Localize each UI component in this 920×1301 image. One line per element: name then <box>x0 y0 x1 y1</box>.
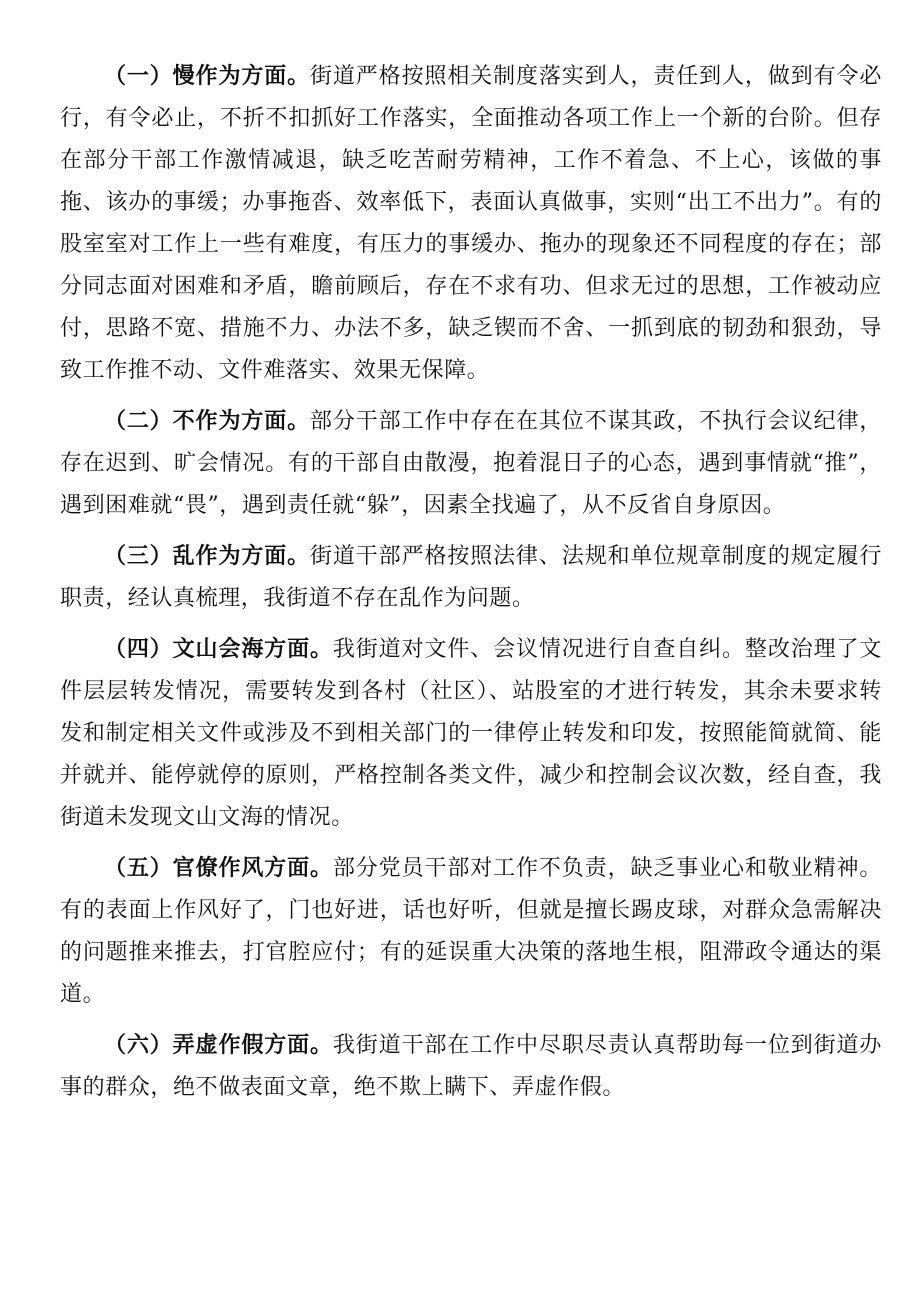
section-body-1: 街道严格按照相关制度落实到人，责任到人，做到有令必行，有令必止，不折不扣抓好工作落实，全面推动各项工作上一个新的台阶。但存在部分干部工作激情减退，缺乏吃苦耐劳精神，工作不着急、不上心，该做的事拖、该办的事缓；办事拖沓、效率低下，表面认真做事，实则“出工不出力”。有的股室室对工作上一些有难度，有压力的事缓办、拖办的现象还不同程度的存在；部分同志面对困难和矛盾，瞻前顾后，存在不求有功、但求无过的思想，工作被动应付，思路不宽、措施不力、办法不多，缺乏锲而不舍、一抓到底的韧劲和狠劲，导致工作推不动、文件难落实、效果无保障。 <box>60 64 882 383</box>
document-body <box>60 56 882 1109</box>
section-heading-4: （四）文山会海方面。 <box>104 637 333 662</box>
section-body-4: 我街道对文件、会议情况进行自查自纠。整改治理了文件层层转发情况，需要转发到各村（社区）、站股室的才进行转发，其余未要求转发和制定相关文件或涉及不到相关部门的一律停止转发和印发，按照能简就简、能并就并、能停就停的原则，严格控制各类文件，减少和控制会议次数，经自查，我街道未发现文山文海的情况。 <box>60 637 882 830</box>
section-paragraph-4 <box>60 629 882 839</box>
section-paragraph-2 <box>60 401 882 527</box>
section-heading-5: （五）官僚作风方面。 <box>104 856 333 881</box>
section-body-2: 部分干部工作中存在在其位不谋其政，不执行会议纪律，存在迟到、旷会情况。有的干部自由散漫，抱着混日子的心态，遇到事情就“推”，遇到困难就“畏”，遇到责任就“躲”，因素全找遍了，从不反省自身原因。 <box>60 409 882 518</box>
section-paragraph-1 <box>60 56 882 392</box>
section-heading-1: （一）慢作为方面。 <box>104 64 311 89</box>
section-paragraph-5 <box>60 848 882 1016</box>
section-heading-2: （二）不作为方面。 <box>104 409 311 434</box>
section-paragraph-6 <box>60 1025 882 1109</box>
section-heading-6: （六）弄虚作假方面。 <box>104 1033 333 1058</box>
section-body-6: 我街道干部在工作中尽职尽责认真帮助每一位到街道办事的群众，绝不做表面文章，绝不欺上瞒下、弄虚作假。 <box>60 1033 882 1100</box>
section-body-5: 部分党员干部对工作不负责，缺乏事业心和敬业精神。有的表面上作风好了，门也好进，话也好听，但就是擅长踢皮球，对群众急需解决的问题推来推去，打官腔应付；有的延误重大决策的落地生根，阻滞政令通达的渠道。 <box>60 856 882 1007</box>
section-paragraph-3 <box>60 536 882 620</box>
section-heading-3: （三）乱作为方面。 <box>104 544 311 569</box>
section-body-3: 街道干部严格按照法律、法规和单位规章制度的规定履行职责，经认真梳理，我街道不存在乱作为问题。 <box>60 544 882 611</box>
